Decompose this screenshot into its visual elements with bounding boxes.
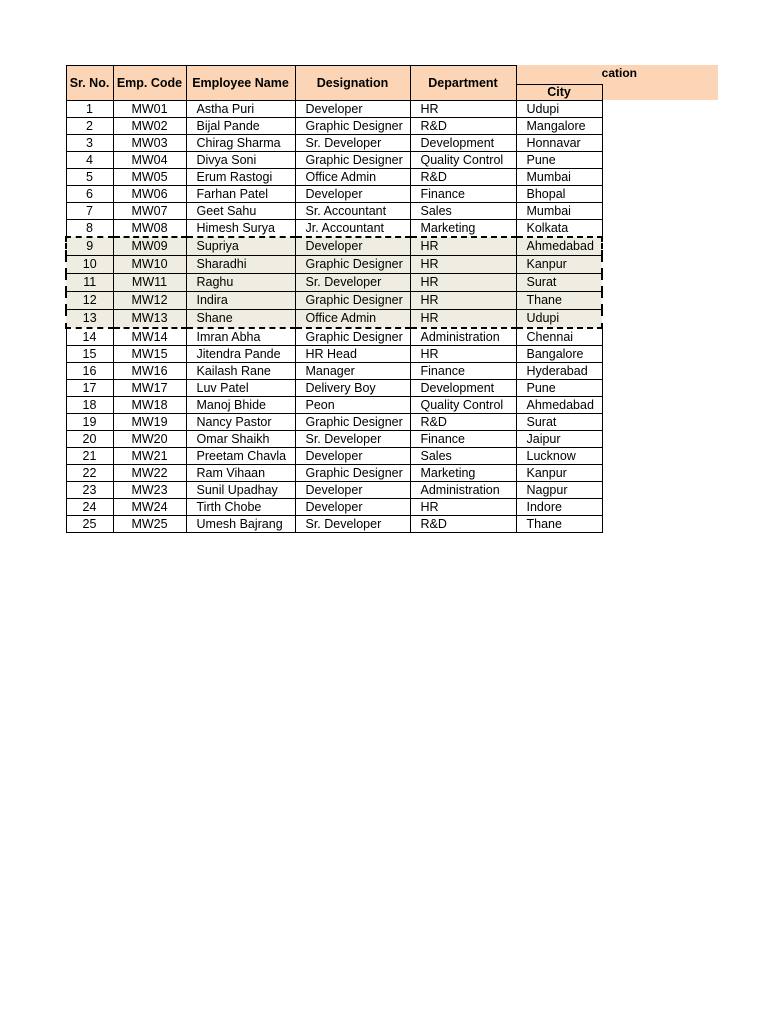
cell-department[interactable]: Finance (410, 185, 516, 202)
cell-department[interactable]: Sales (410, 447, 516, 464)
cell-emp-code[interactable]: MW02 (113, 117, 186, 134)
cell-city[interactable]: Kanpur (516, 255, 602, 273)
table-row (66, 168, 602, 185)
table-row (66, 464, 602, 481)
cell-city[interactable]: Udupi (516, 309, 602, 328)
cell-city[interactable]: Mumbai (516, 202, 602, 219)
cell-designation[interactable]: Sr. Developer (295, 134, 410, 151)
cell-sr-no[interactable]: 10 (66, 255, 113, 273)
cell-sr-no[interactable]: 16 (66, 362, 113, 379)
cell-employee-name[interactable]: Indira (186, 291, 295, 309)
cell-designation[interactable]: Delivery Boy (295, 379, 410, 396)
cell-sr-no[interactable]: 1 (66, 100, 113, 117)
header-emp-code[interactable]: Emp. Code (113, 66, 186, 101)
cell-emp-code[interactable]: MW22 (113, 464, 186, 481)
cell-city[interactable]: Thane (516, 291, 602, 309)
cell-sr-no[interactable]: 21 (66, 447, 113, 464)
cell-city[interactable]: Pune (516, 151, 602, 168)
cell-department[interactable]: Administration (410, 481, 516, 498)
header-designation[interactable]: Designation (295, 66, 410, 101)
table-row (66, 498, 602, 515)
cell-department[interactable]: Development (410, 134, 516, 151)
table-row (66, 430, 602, 447)
cell-sr-no[interactable]: 7 (66, 202, 113, 219)
cell-city[interactable]: Surat (516, 413, 602, 430)
cell-emp-code[interactable]: MW16 (113, 362, 186, 379)
cell-designation[interactable]: Graphic Designer (295, 464, 410, 481)
cell-employee-name[interactable]: Shane (186, 309, 295, 328)
employee-table (65, 65, 603, 533)
cell-department[interactable]: HR (410, 255, 516, 273)
cell-department[interactable]: HR (410, 498, 516, 515)
cell-sr-no[interactable]: 12 (66, 291, 113, 309)
cell-emp-code[interactable]: MW21 (113, 447, 186, 464)
cell-city[interactable]: Bangalore (516, 345, 602, 362)
cell-department[interactable]: Finance (410, 430, 516, 447)
cell-sr-no[interactable]: 17 (66, 379, 113, 396)
cell-emp-code[interactable]: MW09 (113, 237, 186, 256)
table-row (66, 237, 602, 256)
cell-designation[interactable]: Graphic Designer (295, 328, 410, 346)
cell-employee-name[interactable]: Chirag Sharma (186, 134, 295, 151)
cell-designation[interactable]: Manager (295, 362, 410, 379)
cell-sr-no[interactable]: 3 (66, 134, 113, 151)
cell-designation[interactable]: Graphic Designer (295, 291, 410, 309)
table-row (66, 345, 602, 362)
cell-sr-no[interactable]: 24 (66, 498, 113, 515)
cell-sr-no[interactable]: 19 (66, 413, 113, 430)
cell-sr-no[interactable]: 13 (66, 309, 113, 328)
header-employee-name[interactable]: Employee Name (186, 66, 295, 101)
cell-emp-code[interactable]: MW24 (113, 498, 186, 515)
cell-employee-name[interactable]: Jitendra Pande (186, 345, 295, 362)
cell-emp-code[interactable]: MW08 (113, 219, 186, 237)
table-row (66, 291, 602, 309)
cell-city[interactable]: Nagpur (516, 481, 602, 498)
cell-designation[interactable]: Developer (295, 185, 410, 202)
cell-designation[interactable]: Developer (295, 237, 410, 256)
cell-designation[interactable]: Developer (295, 498, 410, 515)
cell-designation[interactable]: Sr. Developer (295, 515, 410, 532)
cell-emp-code[interactable]: MW01 (113, 100, 186, 117)
cell-city[interactable]: Kolkata (516, 219, 602, 237)
cell-employee-name[interactable]: Nancy Pastor (186, 413, 295, 430)
cell-emp-code[interactable]: MW12 (113, 291, 186, 309)
cell-emp-code[interactable]: MW18 (113, 396, 186, 413)
cell-employee-name[interactable]: Preetam Chavla (186, 447, 295, 464)
cell-department[interactable]: Marketing (410, 464, 516, 481)
cell-designation[interactable]: Sr. Developer (295, 273, 410, 291)
cell-department[interactable]: Quality Control (410, 151, 516, 168)
cell-city[interactable]: Kanpur (516, 464, 602, 481)
cell-city[interactable]: Hyderabad (516, 362, 602, 379)
header-city[interactable]: City (516, 84, 602, 100)
cell-employee-name[interactable]: Bijal Pande (186, 117, 295, 134)
table-row (66, 328, 602, 346)
table-row (66, 396, 602, 413)
cell-employee-name[interactable]: Raghu (186, 273, 295, 291)
cell-employee-name[interactable]: Kailash Rane (186, 362, 295, 379)
header-department[interactable]: Department (410, 66, 516, 101)
cell-designation[interactable]: Sr. Accountant (295, 202, 410, 219)
table-row (66, 273, 602, 291)
table-row (66, 255, 602, 273)
cell-employee-name[interactable]: Farhan Patel (186, 185, 295, 202)
cell-designation[interactable]: Jr. Accountant (295, 219, 410, 237)
table-row (66, 447, 602, 464)
cell-emp-code[interactable]: MW06 (113, 185, 186, 202)
cell-department[interactable]: R&D (410, 515, 516, 532)
cell-sr-no[interactable]: 9 (66, 237, 113, 256)
cell-city[interactable]: Thane (516, 515, 602, 532)
cell-sr-no[interactable]: 23 (66, 481, 113, 498)
table-row (66, 379, 602, 396)
cell-city[interactable]: Jaipur (516, 430, 602, 447)
cell-department[interactable]: HR (410, 273, 516, 291)
cell-employee-name[interactable]: Divya Soni (186, 151, 295, 168)
cell-designation[interactable]: Graphic Designer (295, 255, 410, 273)
cell-sr-no[interactable]: 15 (66, 345, 113, 362)
cell-designation[interactable]: Graphic Designer (295, 413, 410, 430)
cell-city[interactable]: Chennai (516, 328, 602, 346)
table-row (66, 362, 602, 379)
table-row (66, 151, 602, 168)
cell-city[interactable]: Mangalore (516, 117, 602, 134)
header-sr-no[interactable]: Sr. No. (66, 66, 113, 101)
cell-employee-name[interactable]: Astha Puri (186, 100, 295, 117)
table-header (66, 66, 602, 101)
cell-employee-name[interactable]: Geet Sahu (186, 202, 295, 219)
cell-sr-no[interactable]: 22 (66, 464, 113, 481)
cell-sr-no[interactable]: 18 (66, 396, 113, 413)
cell-employee-name[interactable]: Supriya (186, 237, 295, 256)
cell-emp-code[interactable]: MW04 (113, 151, 186, 168)
cell-department[interactable]: HR (410, 237, 516, 256)
cell-sr-no[interactable]: 8 (66, 219, 113, 237)
cell-sr-no[interactable]: 11 (66, 273, 113, 291)
cell-city[interactable]: Ahmedabad (516, 396, 602, 413)
cell-department[interactable]: R&D (410, 168, 516, 185)
cell-emp-code[interactable]: MW05 (113, 168, 186, 185)
cell-designation[interactable]: Developer (295, 481, 410, 498)
cell-city[interactable]: Honnavar (516, 134, 602, 151)
table-row (66, 413, 602, 430)
cell-designation[interactable]: Sr. Developer (295, 430, 410, 447)
cell-department[interactable]: Quality Control (410, 396, 516, 413)
cell-employee-name[interactable]: Himesh Surya (186, 219, 295, 237)
cell-sr-no[interactable]: 20 (66, 430, 113, 447)
cell-emp-code[interactable]: MW07 (113, 202, 186, 219)
cell-city[interactable]: Mumbai (516, 168, 602, 185)
cell-emp-code[interactable]: MW25 (113, 515, 186, 532)
table-row (66, 185, 602, 202)
cell-sr-no[interactable]: 6 (66, 185, 113, 202)
cell-city[interactable]: Indore (516, 498, 602, 515)
table-body (66, 100, 602, 532)
cell-sr-no[interactable]: 4 (66, 151, 113, 168)
cell-designation[interactable]: Developer (295, 100, 410, 117)
cell-employee-name[interactable]: Tirth Chobe (186, 498, 295, 515)
cell-department[interactable]: Administration (410, 328, 516, 346)
table-row (66, 219, 602, 237)
cell-employee-name[interactable]: Omar Shaikh (186, 430, 295, 447)
table-row (66, 309, 602, 328)
cell-department[interactable]: Development (410, 379, 516, 396)
cell-city[interactable]: Pune (516, 379, 602, 396)
cell-city[interactable]: Lucknow (516, 447, 602, 464)
cell-emp-code[interactable]: MW13 (113, 309, 186, 328)
cell-designation[interactable]: Graphic Designer (295, 117, 410, 134)
table-row (66, 515, 602, 532)
cell-department[interactable]: HR (410, 100, 516, 117)
cell-city[interactable]: Surat (516, 273, 602, 291)
cell-employee-name[interactable]: Imran Abha (186, 328, 295, 346)
cell-emp-code[interactable]: MW11 (113, 273, 186, 291)
cell-designation[interactable]: Graphic Designer (295, 151, 410, 168)
cell-designation[interactable]: Office Admin (295, 309, 410, 328)
cell-city[interactable]: Udupi (516, 100, 602, 117)
cell-emp-code[interactable]: MW10 (113, 255, 186, 273)
cell-emp-code[interactable]: MW20 (113, 430, 186, 447)
cell-designation[interactable]: Developer (295, 447, 410, 464)
cell-emp-code[interactable]: MW14 (113, 328, 186, 346)
table-row (66, 100, 602, 117)
cell-department[interactable]: HR (410, 345, 516, 362)
cell-emp-code[interactable]: MW17 (113, 379, 186, 396)
cell-sr-no[interactable]: 5 (66, 168, 113, 185)
cell-emp-code[interactable]: MW19 (113, 413, 186, 430)
cell-department[interactable]: R&D (410, 413, 516, 430)
cell-emp-code[interactable]: MW23 (113, 481, 186, 498)
cell-sr-no[interactable]: 14 (66, 328, 113, 346)
cell-department[interactable]: R&D (410, 117, 516, 134)
cell-employee-name[interactable]: Umesh Bajrang (186, 515, 295, 532)
cell-employee-name[interactable]: Luv Patel (186, 379, 295, 396)
cell-emp-code[interactable]: MW03 (113, 134, 186, 151)
table-row (66, 117, 602, 134)
cell-employee-name[interactable]: Erum Rastogi (186, 168, 295, 185)
cell-sr-no[interactable]: 2 (66, 117, 113, 134)
cell-department[interactable]: HR (410, 291, 516, 309)
cell-employee-name[interactable]: Ram Vihaan (186, 464, 295, 481)
cell-department[interactable]: Marketing (410, 219, 516, 237)
cell-city[interactable]: Bhopal (516, 185, 602, 202)
cell-sr-no[interactable]: 25 (66, 515, 113, 532)
cell-department[interactable]: Sales (410, 202, 516, 219)
cell-designation[interactable]: HR Head (295, 345, 410, 362)
cell-city[interactable]: Ahmedabad (516, 237, 602, 256)
table-row (66, 202, 602, 219)
cell-emp-code[interactable]: MW15 (113, 345, 186, 362)
table-row (66, 481, 602, 498)
cell-employee-name[interactable]: Sharadhi (186, 255, 295, 273)
header-location-cell[interactable] (516, 66, 602, 85)
cell-department[interactable]: Finance (410, 362, 516, 379)
cell-designation[interactable]: Office Admin (295, 168, 410, 185)
cell-employee-name[interactable]: Sunil Upadhay (186, 481, 295, 498)
table-row (66, 134, 602, 151)
cell-employee-name[interactable]: Manoj Bhide (186, 396, 295, 413)
cell-department[interactable]: HR (410, 309, 516, 328)
cell-designation[interactable]: Peon (295, 396, 410, 413)
